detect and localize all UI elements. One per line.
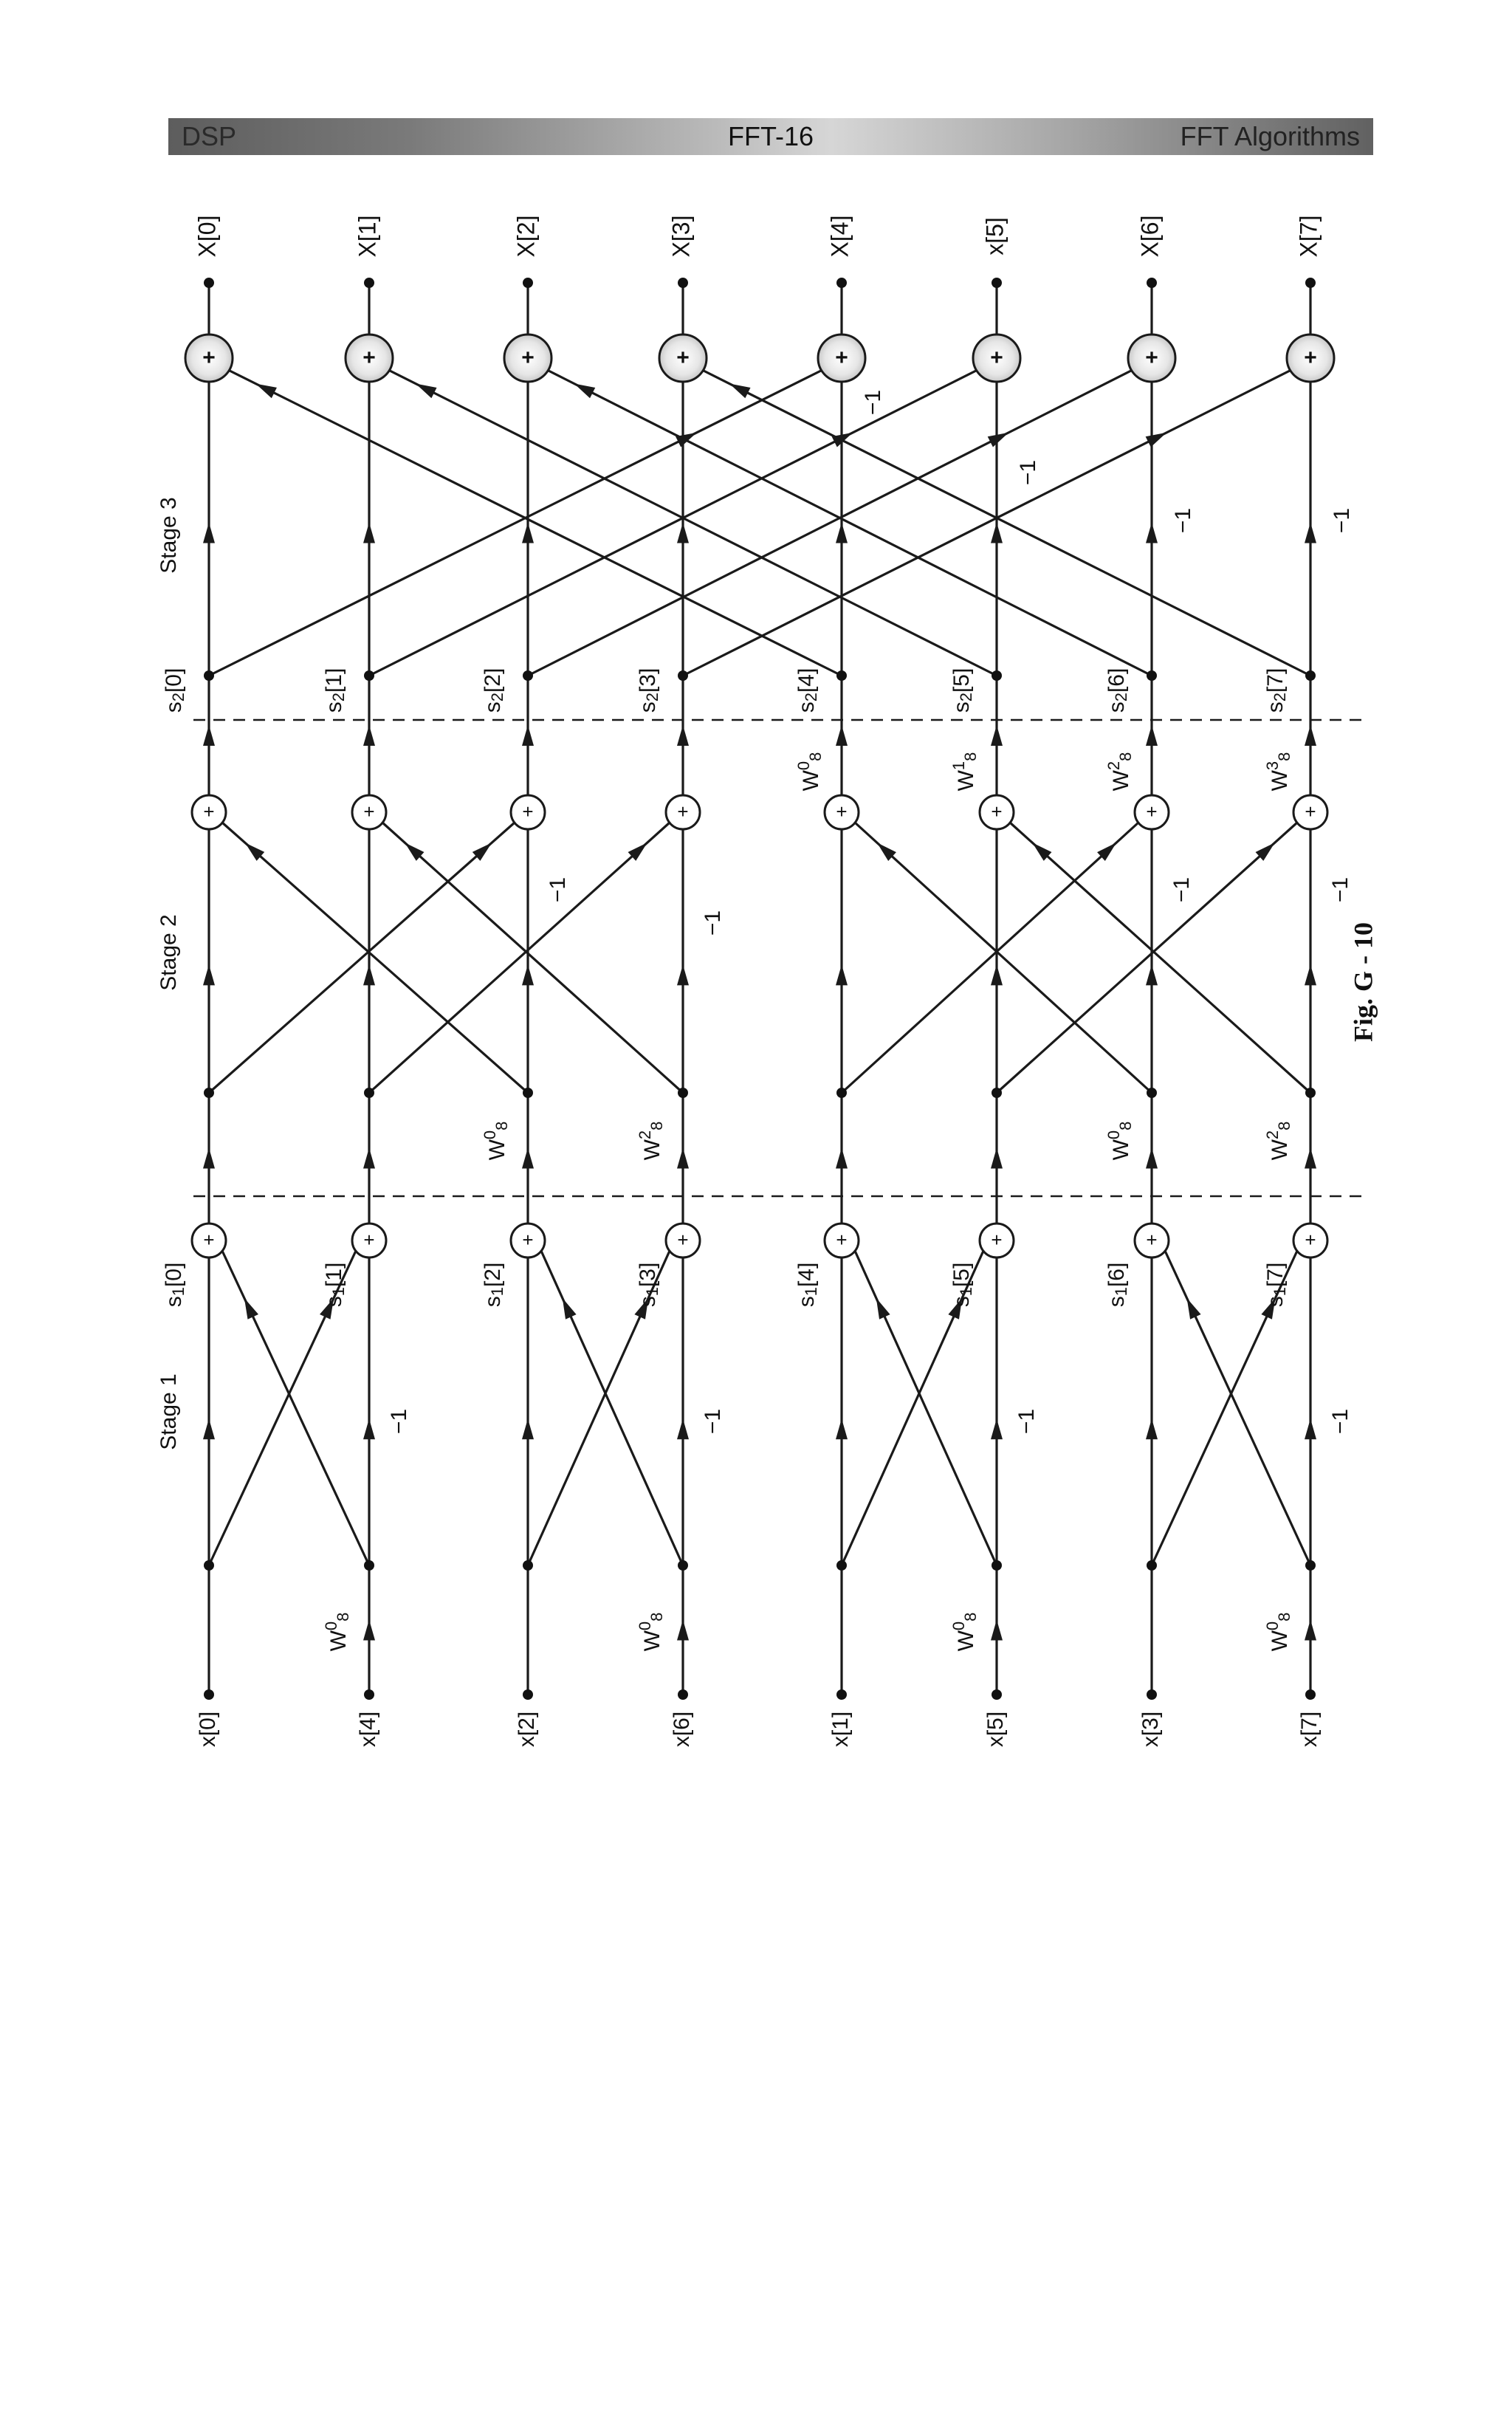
stage1-cross bbox=[541, 1251, 683, 1565]
stage1-cross-arrow bbox=[563, 1298, 577, 1320]
stage3-node bbox=[523, 670, 533, 681]
twiddle-label: W38 bbox=[1262, 752, 1294, 792]
stage3-cross-arrow bbox=[255, 384, 277, 399]
s1-label: s1[5] bbox=[949, 1262, 976, 1308]
stage3-cross bbox=[369, 370, 977, 676]
input-node bbox=[992, 1689, 1002, 1700]
minus-one-label: −1 bbox=[386, 1408, 411, 1435]
s1-label: s1[4] bbox=[794, 1262, 821, 1308]
stage2-cross bbox=[382, 823, 683, 1093]
input-node bbox=[523, 1689, 533, 1700]
twiddle-arrow bbox=[991, 1148, 1003, 1169]
stage3-node bbox=[1305, 670, 1316, 681]
stage1-node bbox=[1305, 1560, 1316, 1571]
adder-plus-sign: + bbox=[362, 345, 376, 370]
s2-label: s2[1] bbox=[321, 668, 348, 713]
stage1-arrow bbox=[991, 1418, 1003, 1439]
adder-plus-sign: + bbox=[203, 800, 215, 823]
adder-plus-sign: + bbox=[990, 345, 1003, 370]
header-right-text: FFT Algorithms bbox=[1180, 121, 1360, 151]
s2-label: s2[6] bbox=[1104, 668, 1131, 713]
stage2-cross bbox=[1010, 823, 1310, 1093]
minus-one-label: −1 bbox=[700, 910, 725, 936]
twiddle-label: W08 bbox=[321, 1612, 353, 1652]
twiddle-label: W08 bbox=[1262, 1612, 1294, 1652]
output-label: X[4] bbox=[826, 215, 853, 258]
s1-label: s1[7] bbox=[1262, 1262, 1290, 1308]
stage1-arrow bbox=[677, 1418, 689, 1439]
stage2-arrow bbox=[836, 964, 848, 985]
adder-plus-sign: + bbox=[991, 800, 1003, 823]
output-label: X[1] bbox=[354, 215, 381, 258]
twiddle-arrow bbox=[522, 725, 534, 746]
twiddle-arrow bbox=[677, 725, 689, 746]
output-node bbox=[992, 278, 1002, 288]
input-label: x[6] bbox=[669, 1711, 694, 1748]
twiddle-arrow bbox=[836, 1148, 848, 1169]
stage3-cross-arrow bbox=[1146, 433, 1167, 447]
stage3-node bbox=[992, 670, 1002, 681]
s1-label: s1[1] bbox=[321, 1262, 348, 1308]
adder-plus-sign: + bbox=[836, 800, 848, 823]
header-left-text: DSP bbox=[182, 121, 237, 151]
stage2-arrow bbox=[677, 964, 689, 985]
adder-plus-sign: + bbox=[835, 345, 848, 370]
stage1-arrow bbox=[1146, 1418, 1158, 1439]
adder-plus-sign: + bbox=[1305, 800, 1316, 823]
stage1-node bbox=[992, 1560, 1002, 1571]
twiddle-label: W28 bbox=[635, 1121, 667, 1161]
minus-one-label: −1 bbox=[1170, 507, 1195, 534]
stage2-node bbox=[1147, 1088, 1157, 1098]
adder-plus-sign: + bbox=[1146, 800, 1158, 823]
twiddle-arrow bbox=[522, 1148, 534, 1169]
input-node bbox=[836, 1689, 847, 1700]
output-node bbox=[204, 278, 214, 288]
input-label: x[0] bbox=[195, 1711, 220, 1748]
output-label: x[5] bbox=[981, 217, 1008, 255]
stage3-arrow bbox=[1146, 523, 1158, 543]
adder-plus-sign: + bbox=[1304, 345, 1317, 370]
stage1-node bbox=[364, 1560, 374, 1571]
stage1-cross bbox=[1165, 1251, 1310, 1565]
input-node bbox=[204, 1689, 214, 1700]
header-title: FFT-16 bbox=[727, 121, 814, 151]
s2-label: s2[2] bbox=[480, 668, 507, 713]
minus-one-label: −1 bbox=[860, 389, 885, 416]
twiddle-arrow bbox=[1146, 1148, 1158, 1169]
output-label: X[0] bbox=[193, 215, 221, 258]
stage1-node bbox=[836, 1560, 847, 1571]
output-label: X[7] bbox=[1295, 215, 1322, 258]
stage2-cross bbox=[369, 823, 670, 1093]
twiddle-label: W08 bbox=[794, 752, 825, 792]
output-node bbox=[1147, 278, 1157, 288]
twiddle-arrow bbox=[991, 725, 1003, 746]
stage1-cross-arrow bbox=[876, 1298, 890, 1320]
stage2-cross bbox=[842, 823, 1138, 1093]
input-node bbox=[1305, 1689, 1316, 1700]
stage2-node bbox=[836, 1088, 847, 1098]
adder-plus-sign: + bbox=[363, 1228, 375, 1251]
stage1-arrow bbox=[522, 1418, 534, 1439]
stage3-cross bbox=[228, 370, 842, 676]
stage2-node bbox=[204, 1088, 214, 1098]
stage3-cross-arrow bbox=[988, 433, 1009, 447]
twiddle-label: W08 bbox=[949, 1612, 980, 1652]
twiddle-arrow bbox=[677, 1620, 689, 1641]
stage3-cross bbox=[388, 370, 997, 676]
twiddle-arrow bbox=[677, 1148, 689, 1169]
twiddle-label: W08 bbox=[635, 1612, 667, 1652]
stage3-cross bbox=[702, 370, 1310, 676]
s1-label: s1[2] bbox=[480, 1262, 507, 1308]
input-label: x[7] bbox=[1296, 1711, 1322, 1748]
output-label: X[6] bbox=[1136, 215, 1164, 258]
stage3-arrow bbox=[991, 523, 1003, 543]
minus-one-label: −1 bbox=[700, 1408, 725, 1435]
stage3-arrow bbox=[677, 523, 689, 543]
twiddle-arrow bbox=[363, 1620, 375, 1641]
stage2-arrow bbox=[1305, 964, 1316, 985]
stage1-node bbox=[204, 1560, 214, 1571]
stage2-arrow bbox=[1146, 964, 1158, 985]
stage1-node bbox=[523, 1560, 533, 1571]
adder-plus-sign: + bbox=[676, 345, 690, 370]
stage2-cross bbox=[997, 823, 1297, 1093]
adder-plus-sign: + bbox=[677, 800, 689, 823]
stage1-arrow bbox=[363, 1418, 375, 1439]
adder-plus-sign: + bbox=[521, 345, 535, 370]
stage1-node bbox=[1147, 1560, 1157, 1571]
stage3-arrow bbox=[203, 523, 215, 543]
stage3-cross bbox=[683, 370, 1291, 676]
s1-label: s1[0] bbox=[161, 1262, 188, 1308]
twiddle-arrow bbox=[1305, 1148, 1316, 1169]
twiddle-arrow bbox=[991, 1620, 1003, 1641]
twiddle-label: W08 bbox=[480, 1121, 512, 1161]
s2-label: s2[4] bbox=[794, 668, 821, 713]
minus-one-label: −1 bbox=[1015, 459, 1040, 486]
stage2-arrow bbox=[203, 964, 215, 985]
stage3-cross bbox=[209, 370, 822, 676]
stage3-node bbox=[204, 670, 214, 681]
output-node bbox=[836, 278, 847, 288]
input-label: x[5] bbox=[983, 1711, 1008, 1748]
stage1-node bbox=[678, 1560, 688, 1571]
figure-caption: Fig. G - 10 bbox=[1348, 922, 1378, 1042]
stage-1-label: Stage 1 bbox=[156, 1373, 181, 1450]
twiddle-arrow bbox=[363, 725, 375, 746]
stage1-arrow bbox=[1305, 1418, 1316, 1439]
stage2-node bbox=[364, 1088, 374, 1098]
s1-label: s1[3] bbox=[635, 1262, 662, 1308]
stage-2-label: Stage 2 bbox=[156, 914, 181, 991]
adder-plus-sign: + bbox=[363, 800, 375, 823]
stage3-cross bbox=[547, 370, 1152, 676]
stage3-arrow bbox=[1305, 523, 1316, 543]
twiddle-arrow bbox=[363, 1148, 375, 1169]
input-node bbox=[678, 1689, 688, 1700]
twiddle-label: W28 bbox=[1262, 1121, 1294, 1161]
input-label: x[2] bbox=[514, 1711, 539, 1748]
output-label: X[3] bbox=[667, 215, 695, 258]
stage3-arrow bbox=[363, 523, 375, 543]
stage2-cross bbox=[209, 823, 515, 1093]
input-label: x[1] bbox=[828, 1711, 853, 1748]
minus-one-label: −1 bbox=[1169, 876, 1194, 903]
stage3-arrow bbox=[836, 523, 848, 543]
adder-plus-sign: + bbox=[522, 800, 534, 823]
s2-label: s2[7] bbox=[1262, 668, 1290, 713]
output-label: X[2] bbox=[512, 215, 540, 258]
adder-plus-sign: + bbox=[677, 1228, 689, 1251]
input-label: x[4] bbox=[355, 1711, 380, 1748]
minus-one-label: −1 bbox=[1327, 1408, 1353, 1435]
minus-one-label: −1 bbox=[1327, 876, 1353, 903]
stage1-arrow bbox=[203, 1418, 215, 1439]
stage1-arrow bbox=[836, 1418, 848, 1439]
adder-plus-sign: + bbox=[1305, 1228, 1316, 1251]
stage3-node bbox=[678, 670, 688, 681]
twiddle-label: W08 bbox=[1104, 1121, 1135, 1161]
adder-plus-sign: + bbox=[203, 1228, 215, 1251]
stage2-node bbox=[992, 1088, 1002, 1098]
stage2-node bbox=[678, 1088, 688, 1098]
twiddle-label: W28 bbox=[1104, 752, 1135, 792]
stage1-cross-arrow bbox=[1187, 1298, 1201, 1320]
input-node bbox=[364, 1689, 374, 1700]
stage2-cross bbox=[222, 823, 528, 1093]
minus-one-label: −1 bbox=[1014, 1408, 1039, 1435]
stage1-cross bbox=[855, 1251, 997, 1565]
output-node bbox=[678, 278, 688, 288]
adder-plus-sign: + bbox=[522, 1228, 534, 1251]
minus-one-label: −1 bbox=[1329, 507, 1354, 534]
stage3-cross bbox=[528, 370, 1133, 676]
adder-plus-sign: + bbox=[836, 1228, 848, 1251]
stage1-cross-arrow bbox=[244, 1298, 258, 1320]
stage2-arrow bbox=[363, 964, 375, 985]
s2-label: s2[3] bbox=[635, 668, 662, 713]
stage3-cross-arrow bbox=[729, 384, 751, 399]
s2-label: s2[5] bbox=[949, 668, 976, 713]
input-label: x[3] bbox=[1138, 1711, 1163, 1748]
stage2-node bbox=[523, 1088, 533, 1098]
stage2-cross bbox=[855, 823, 1152, 1093]
stage2-node bbox=[1305, 1088, 1316, 1098]
input-node bbox=[1147, 1689, 1157, 1700]
minus-one-label: −1 bbox=[545, 876, 570, 903]
twiddle-arrow bbox=[1305, 1620, 1316, 1641]
adder-plus-sign: + bbox=[1145, 345, 1158, 370]
twiddle-arrow bbox=[836, 725, 848, 746]
stage3-node bbox=[364, 670, 374, 681]
output-node bbox=[364, 278, 374, 288]
stage2-arrow bbox=[991, 964, 1003, 985]
adder-plus-sign: + bbox=[202, 345, 216, 370]
twiddle-arrow bbox=[1305, 725, 1316, 746]
adder-plus-sign: + bbox=[1146, 1228, 1158, 1251]
s1-label: s1[6] bbox=[1104, 1262, 1131, 1308]
adder-plus-sign: + bbox=[991, 1228, 1003, 1251]
output-node bbox=[1305, 278, 1316, 288]
stage3-cross-arrow bbox=[574, 384, 596, 399]
stage3-node bbox=[1147, 670, 1157, 681]
stage3-arrow bbox=[522, 523, 534, 543]
s2-label: s2[0] bbox=[161, 668, 188, 713]
twiddle-arrow bbox=[1146, 725, 1158, 746]
stage3-node bbox=[836, 670, 847, 681]
twiddle-arrow bbox=[203, 1148, 215, 1169]
stage1-cross bbox=[222, 1251, 369, 1565]
twiddle-arrow bbox=[203, 725, 215, 746]
stage-3-label: Stage 3 bbox=[156, 497, 181, 574]
output-node bbox=[523, 278, 533, 288]
twiddle-label: W18 bbox=[949, 752, 980, 792]
stage3-cross-arrow bbox=[416, 384, 437, 399]
stage2-arrow bbox=[522, 964, 534, 985]
